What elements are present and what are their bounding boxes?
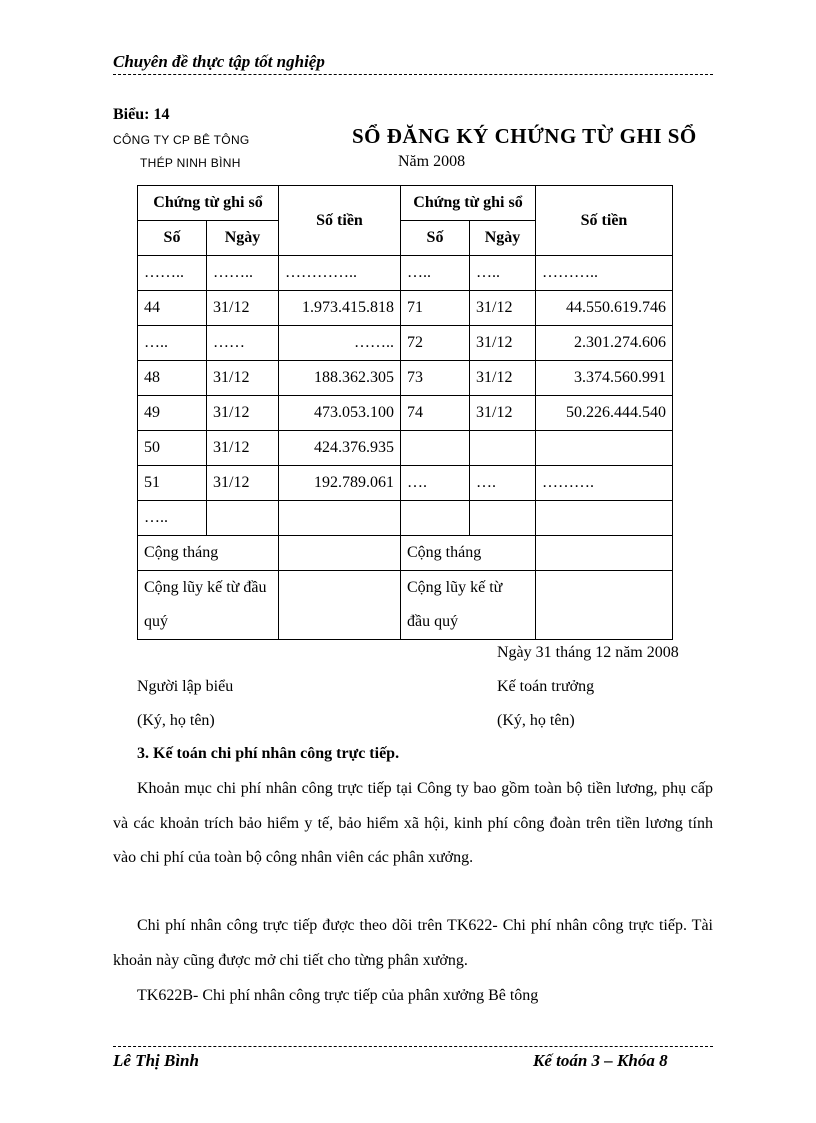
header-number-right: Số bbox=[401, 221, 470, 256]
total-quarter-row bbox=[138, 571, 673, 640]
footer-author: Lê Thị Bình bbox=[113, 1051, 199, 1070]
cell-number-left: ….. bbox=[138, 326, 207, 361]
cell-amount-right: 44.550.619.746 bbox=[536, 291, 673, 326]
cell-number-right: 71 bbox=[401, 291, 470, 326]
total-month-row bbox=[138, 536, 673, 571]
cell-date-right bbox=[470, 431, 536, 466]
preparer-sign-note: (Ký, họ tên) bbox=[137, 712, 215, 729]
header-number-left: Số bbox=[138, 221, 207, 256]
cell-date-left: 31/12 bbox=[207, 361, 279, 396]
cell-number-left: 51 bbox=[138, 466, 207, 501]
paragraph-3: TK622B- Chi phí nhân công trực tiếp của phân xưởng Bê tông bbox=[137, 987, 539, 1004]
cell-amount-right: 50.226.444.540 bbox=[536, 396, 673, 431]
header-date-left: Ngày bbox=[207, 221, 279, 256]
table-row bbox=[138, 396, 673, 431]
header-divider bbox=[113, 74, 713, 75]
cell-date-right: ….. bbox=[470, 256, 536, 291]
signature-date: Ngày 31 tháng 12 năm 2008 bbox=[497, 644, 679, 661]
cell-number-left: 48 bbox=[138, 361, 207, 396]
cell-amount-left: 188.362.305 bbox=[279, 361, 401, 396]
cell-amount-right bbox=[536, 431, 673, 466]
cell-date-left bbox=[207, 501, 279, 536]
total-month-amount-left bbox=[279, 536, 401, 571]
cell-amount-left: 424.376.935 bbox=[279, 431, 401, 466]
cell-number-left: 44 bbox=[138, 291, 207, 326]
cell-number-right: 74 bbox=[401, 396, 470, 431]
company-name-line-1: CÔNG TY CP BÊ TÔNG bbox=[113, 133, 250, 147]
cell-amount-left: ………….. bbox=[279, 256, 401, 291]
cell-amount-right: ………. bbox=[536, 466, 673, 501]
cell-number-left: 49 bbox=[138, 396, 207, 431]
company-name-line-2: THÉP NINH BÌNH bbox=[140, 156, 241, 170]
cell-amount-right: ……….. bbox=[536, 256, 673, 291]
table-row bbox=[138, 501, 673, 536]
cell-date-right: …. bbox=[470, 466, 536, 501]
page-header-title: Chuyên đề thực tập tốt nghiệp bbox=[113, 52, 325, 71]
cell-date-left: 31/12 bbox=[207, 466, 279, 501]
table-row bbox=[138, 291, 673, 326]
chief-accountant-title: Kế toán trưởng bbox=[497, 678, 595, 695]
cell-date-left: …….. bbox=[207, 256, 279, 291]
total-month-label-left: Cộng tháng bbox=[138, 536, 279, 571]
cell-amount-left: 1.973.415.818 bbox=[279, 291, 401, 326]
cell-number-left: ….. bbox=[138, 501, 207, 536]
header-voucher-group-right: Chứng từ ghi sổ bbox=[401, 186, 536, 221]
cell-amount-right bbox=[536, 501, 673, 536]
total-quarter-amount-right bbox=[536, 571, 673, 640]
total-month-label-right: Cộng tháng bbox=[401, 536, 536, 571]
cell-amount-left: …….. bbox=[279, 326, 401, 361]
cell-date-left: 31/12 bbox=[207, 396, 279, 431]
header-amount-left: Số tiền bbox=[279, 186, 401, 256]
header-date-right: Ngày bbox=[470, 221, 536, 256]
header-amount-right: Số tiền bbox=[536, 186, 673, 256]
footer-course: Kế toán 3 – Khóa 8 bbox=[533, 1051, 668, 1070]
cell-number-right: 73 bbox=[401, 361, 470, 396]
total-quarter-label-left: Cộng lũy kế từ đầu quý bbox=[138, 571, 279, 640]
cell-date-right bbox=[470, 501, 536, 536]
total-quarter-amount-left bbox=[279, 571, 401, 640]
form-label: Biểu: 14 bbox=[113, 106, 170, 123]
cell-date-right: 31/12 bbox=[470, 291, 536, 326]
cell-date-right: 31/12 bbox=[470, 326, 536, 361]
cell-date-left: 31/12 bbox=[207, 291, 279, 326]
cell-amount-left bbox=[279, 501, 401, 536]
voucher-register-table bbox=[137, 185, 673, 640]
cell-number-right bbox=[401, 501, 470, 536]
paragraph-1: Khoản mục chi phí nhân công trực tiếp tại Công ty bao gồm toàn bộ tiền lương, phụ cấp và các khoản trích bảo hiểm y tế, bảo hiểm xã hội, kinh phí công đoàn trên tiền lương tính vào chi phí của toàn bộ công nhân viên các phân xưởng. bbox=[113, 780, 713, 866]
document-year: Năm 2008 bbox=[398, 153, 466, 170]
table-row bbox=[138, 431, 673, 466]
chief-accountant-sign-note: (Ký, họ tên) bbox=[497, 712, 575, 729]
cell-amount-right: 2.301.274.606 bbox=[536, 326, 673, 361]
cell-number-right: …. bbox=[401, 466, 470, 501]
cell-number-right: ….. bbox=[401, 256, 470, 291]
preparer-title: Người lập biểu bbox=[137, 678, 234, 695]
section-heading: 3. Kế toán chi phí nhân công trực tiếp. bbox=[137, 745, 400, 762]
table-row bbox=[138, 256, 673, 291]
cell-date-left: …… bbox=[207, 326, 279, 361]
cell-amount-left: 473.053.100 bbox=[279, 396, 401, 431]
cell-number-left: …….. bbox=[138, 256, 207, 291]
total-quarter-label-right: Cộng lũy kế từ đầu quý bbox=[401, 571, 536, 640]
paragraph-2: Chi phí nhân công trực tiếp được theo dõi trên TK622- Chi phí nhân công trực tiếp. Tài khoản này cũng được mở chi tiết cho từng phân xưởng. bbox=[113, 917, 713, 969]
cell-date-left: 31/12 bbox=[207, 431, 279, 466]
cell-number-right bbox=[401, 431, 470, 466]
cell-amount-left: 192.789.061 bbox=[279, 466, 401, 501]
cell-date-right: 31/12 bbox=[470, 361, 536, 396]
total-month-amount-right bbox=[536, 536, 673, 571]
header-voucher-group-left: Chứng từ ghi sổ bbox=[138, 186, 279, 221]
document-title: SỔ ĐĂNG KÝ CHỨNG TỪ GHI SỔ bbox=[352, 124, 697, 148]
cell-number-left: 50 bbox=[138, 431, 207, 466]
cell-number-right: 72 bbox=[401, 326, 470, 361]
footer-divider bbox=[113, 1046, 713, 1047]
cell-amount-right: 3.374.560.991 bbox=[536, 361, 673, 396]
table-row bbox=[138, 361, 673, 396]
table-row bbox=[138, 466, 673, 501]
table-row bbox=[138, 326, 673, 361]
cell-date-right: 31/12 bbox=[470, 396, 536, 431]
table-header-row bbox=[138, 186, 673, 221]
